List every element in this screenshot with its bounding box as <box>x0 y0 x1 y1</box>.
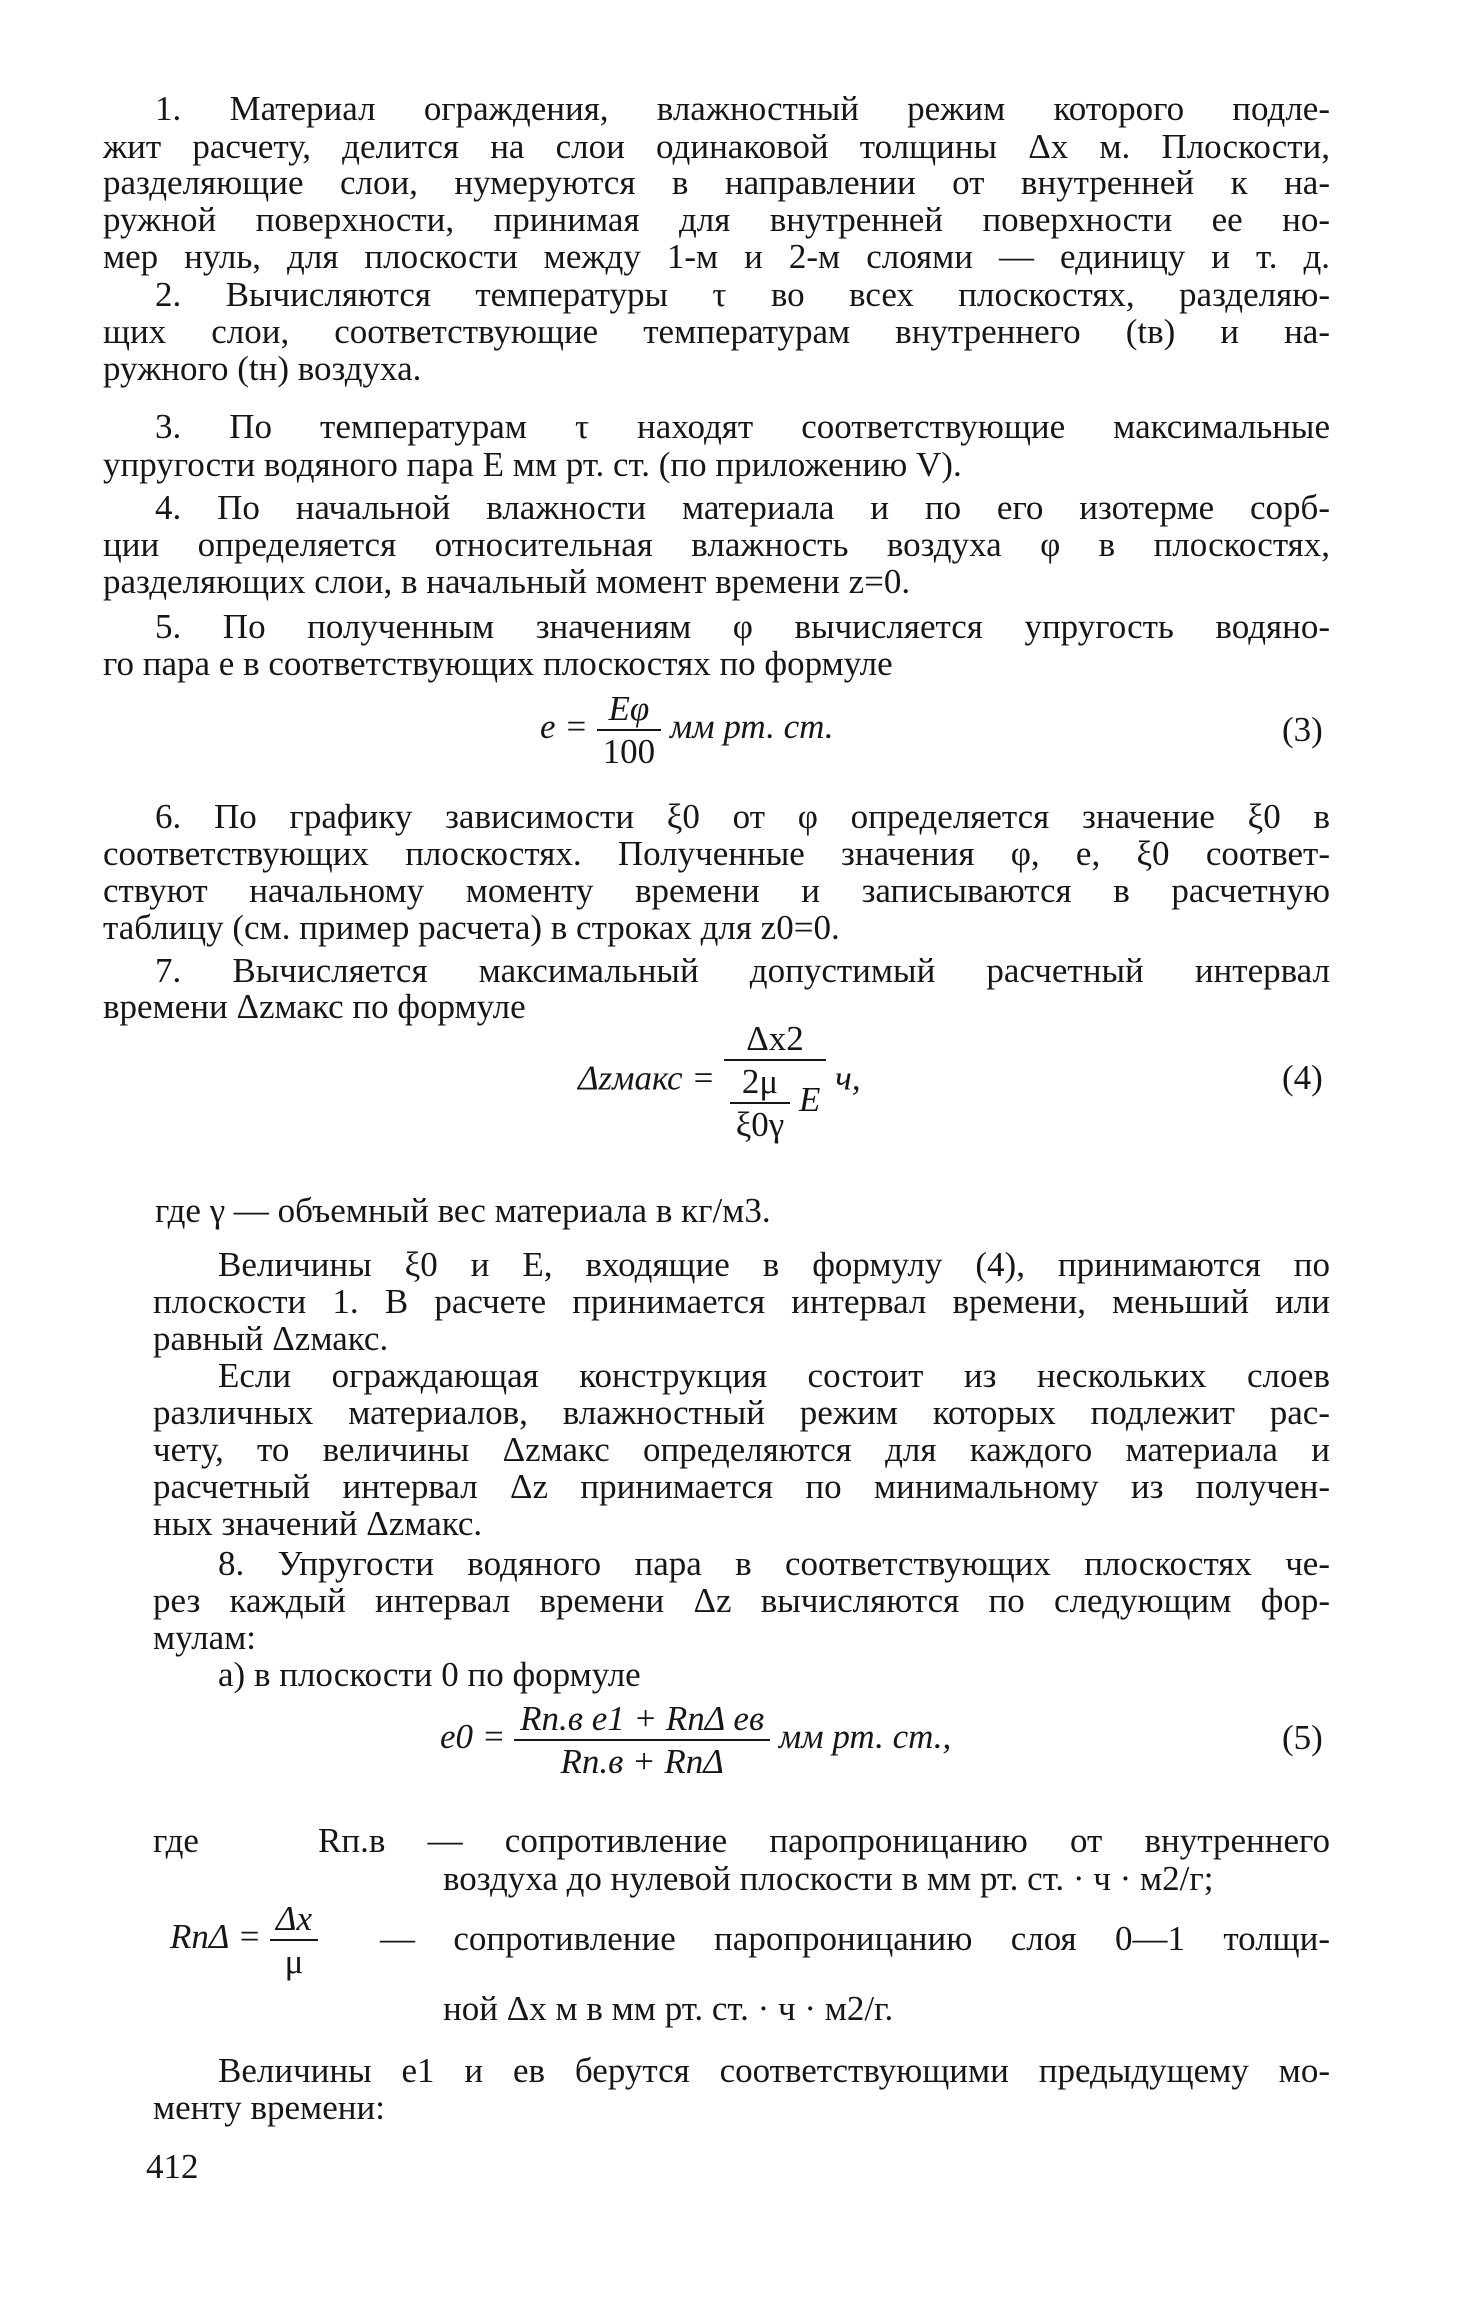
text-line: ции определяется относительная влажность воздуха φ в плоскостях, <box>103 525 1330 564</box>
formula-3-denominator: 100 <box>602 732 656 771</box>
equation-number-4: (4) <box>1282 1058 1323 1097</box>
formula-3 <box>540 690 834 770</box>
formula-4 <box>578 1020 861 1143</box>
text-line: 1. Материал ограждения, влажностный режим которого подле- <box>155 89 1330 128</box>
formula-4-unit: ч, <box>835 1058 861 1098</box>
formula-4-inner-numerator: 2μ <box>730 1063 791 1104</box>
formula-4-numerator: Δx2 <box>724 1020 827 1061</box>
text-line: Величины ξ0 и E, входящие в формулу (4), принимаются по <box>218 1245 1330 1284</box>
text-line: мер нуль, для плоскости между 1-м и 2-м слоями — единицу и т. д. <box>103 237 1330 276</box>
text-line: 5. По полученным значениям φ вычисляется упругость водяно- <box>155 607 1330 646</box>
text-line: разделяющих слои, в начальный момент времени z=0. <box>103 562 911 601</box>
formula-4-inner-tail: E <box>799 1080 821 1120</box>
text-line: 2. Вычисляются температуры τ во всех плоскостях, разделяю- <box>155 275 1330 314</box>
definition-rpd-fraction <box>270 1900 318 1980</box>
text-line: 4. По начальной влажности материала и по его изотерме сорб- <box>155 488 1330 527</box>
text-line: чету, то величины Δzмакс определяются для каждого материала и <box>153 1430 1330 1469</box>
text-line: времени Δzмакс по формуле <box>103 987 526 1026</box>
text-line: соответствующих плоскостях. Полученные значения φ, e, ξ0 соответ- <box>103 834 1330 873</box>
formula-5-lhs: e0 = <box>440 1717 506 1757</box>
formula-4-inner-fraction <box>730 1063 791 1143</box>
text-line: таблицу (см. пример расчета) в строках для z0=0. <box>103 908 840 947</box>
definition-rpd-line1: — сопротивление паропроницанию слоя 0—1 толщи- <box>380 1919 1330 1958</box>
text-line: разделяющие слои, нумеруются в направлении от внутренней к на- <box>103 163 1330 202</box>
formula-5-fraction <box>514 1700 770 1780</box>
definition-rpv-line1: Rп.в — сопротивление паропроницанию от внутреннего <box>318 1821 1330 1860</box>
text-line: менту времени: <box>153 2088 385 2127</box>
formula-5-denominator: Rп.в + RпΔ <box>560 1742 724 1781</box>
formula-5-numerator: Rп.в e1 + RпΔ eв <box>514 1700 770 1741</box>
text-line: рез каждый интервал времени Δz вычисляются по следующим фор- <box>153 1581 1330 1620</box>
text-line: где γ — объемный вес материала в кг/м3. <box>155 1191 771 1230</box>
text-line: 6. По графику зависимости ξ0 от φ определяется значение ξ0 в <box>155 797 1330 836</box>
text-line: го пара e в соответствующих плоскостях по формуле <box>103 644 893 683</box>
text-line: плоскости 1. В расчете принимается интервал времени, меньший или <box>153 1282 1330 1321</box>
formula-3-unit: мм рт. ст. <box>669 707 834 747</box>
formula-3-lhs: e = <box>540 707 588 747</box>
text-line: равный Δzмакс. <box>153 1319 389 1358</box>
definition-rpd-numerator: Δx <box>270 1900 318 1941</box>
text-line: жит расчету, делится на слои одинаковой толщины Δx м. Плоскости, <box>103 127 1330 166</box>
definition-rpd-lhs: RпΔ = <box>170 1917 262 1957</box>
equation-number-5: (5) <box>1282 1718 1323 1757</box>
text-line: а) в плоскости 0 по формуле <box>218 1655 641 1694</box>
definition-rpd-formula <box>170 1900 318 1980</box>
text-line: 3. По температурам τ находят соответствующие максимальные <box>155 407 1330 446</box>
formula-4-fraction <box>724 1020 827 1143</box>
text-line: Величины e1 и eв берутся соответствующими предыдущему мо- <box>218 2051 1330 2090</box>
text-line: Если ограждающая конструкция состоит из нескольких слоев <box>218 1356 1330 1395</box>
formula-4-denominator <box>724 1061 827 1143</box>
text-line: ных значений Δzмакс. <box>153 1504 483 1543</box>
text-line: 7. Вычисляется максимальный допустимый расчетный интервал <box>155 951 1330 990</box>
equation-number-3: (3) <box>1282 710 1323 749</box>
page-number: 412 <box>146 2147 199 2186</box>
where-word: где <box>153 1821 199 1860</box>
formula-3-numerator: Eφ <box>597 690 662 731</box>
text-line: щих слои, соответствующие температурам внутреннего (tв) и на- <box>103 312 1330 351</box>
formula-4-lhs: Δzмакс = <box>578 1058 715 1098</box>
text-line: ружного (tн) воздуха. <box>103 349 422 388</box>
formula-5-unit: мм рт. ст., <box>778 1717 952 1757</box>
text-line: ствуют начальному моменту времени и записываются в расчетную <box>103 871 1330 910</box>
definition-rpd-denominator: μ <box>284 1942 304 1981</box>
text-line: различных материалов, влажностный режим которых подлежит рас- <box>153 1393 1330 1432</box>
text-line: 8. Упругости водяного пара в соответствующих плоскостях че- <box>218 1544 1330 1583</box>
text-line: мулам: <box>153 1618 256 1657</box>
formula-3-fraction <box>597 690 662 770</box>
definition-rpd-line2: ной Δx м в мм рт. ст. · ч · м2/г. <box>443 1989 894 2028</box>
formula-4-inner-denominator: ξ0γ <box>735 1105 785 1144</box>
formula-5 <box>440 1700 951 1780</box>
text-line: расчетный интервал Δz принимается по минимальному из получен- <box>153 1467 1330 1506</box>
definition-rpv-line2: воздуха до нулевой плоскости в мм рт. ст. · ч · м2/г; <box>443 1859 1214 1898</box>
text-line: ружной поверхности, принимая для внутренней поверхности ее но- <box>103 200 1330 239</box>
text-line: упругости водяного пара E мм рт. ст. (по приложению V). <box>103 445 962 484</box>
